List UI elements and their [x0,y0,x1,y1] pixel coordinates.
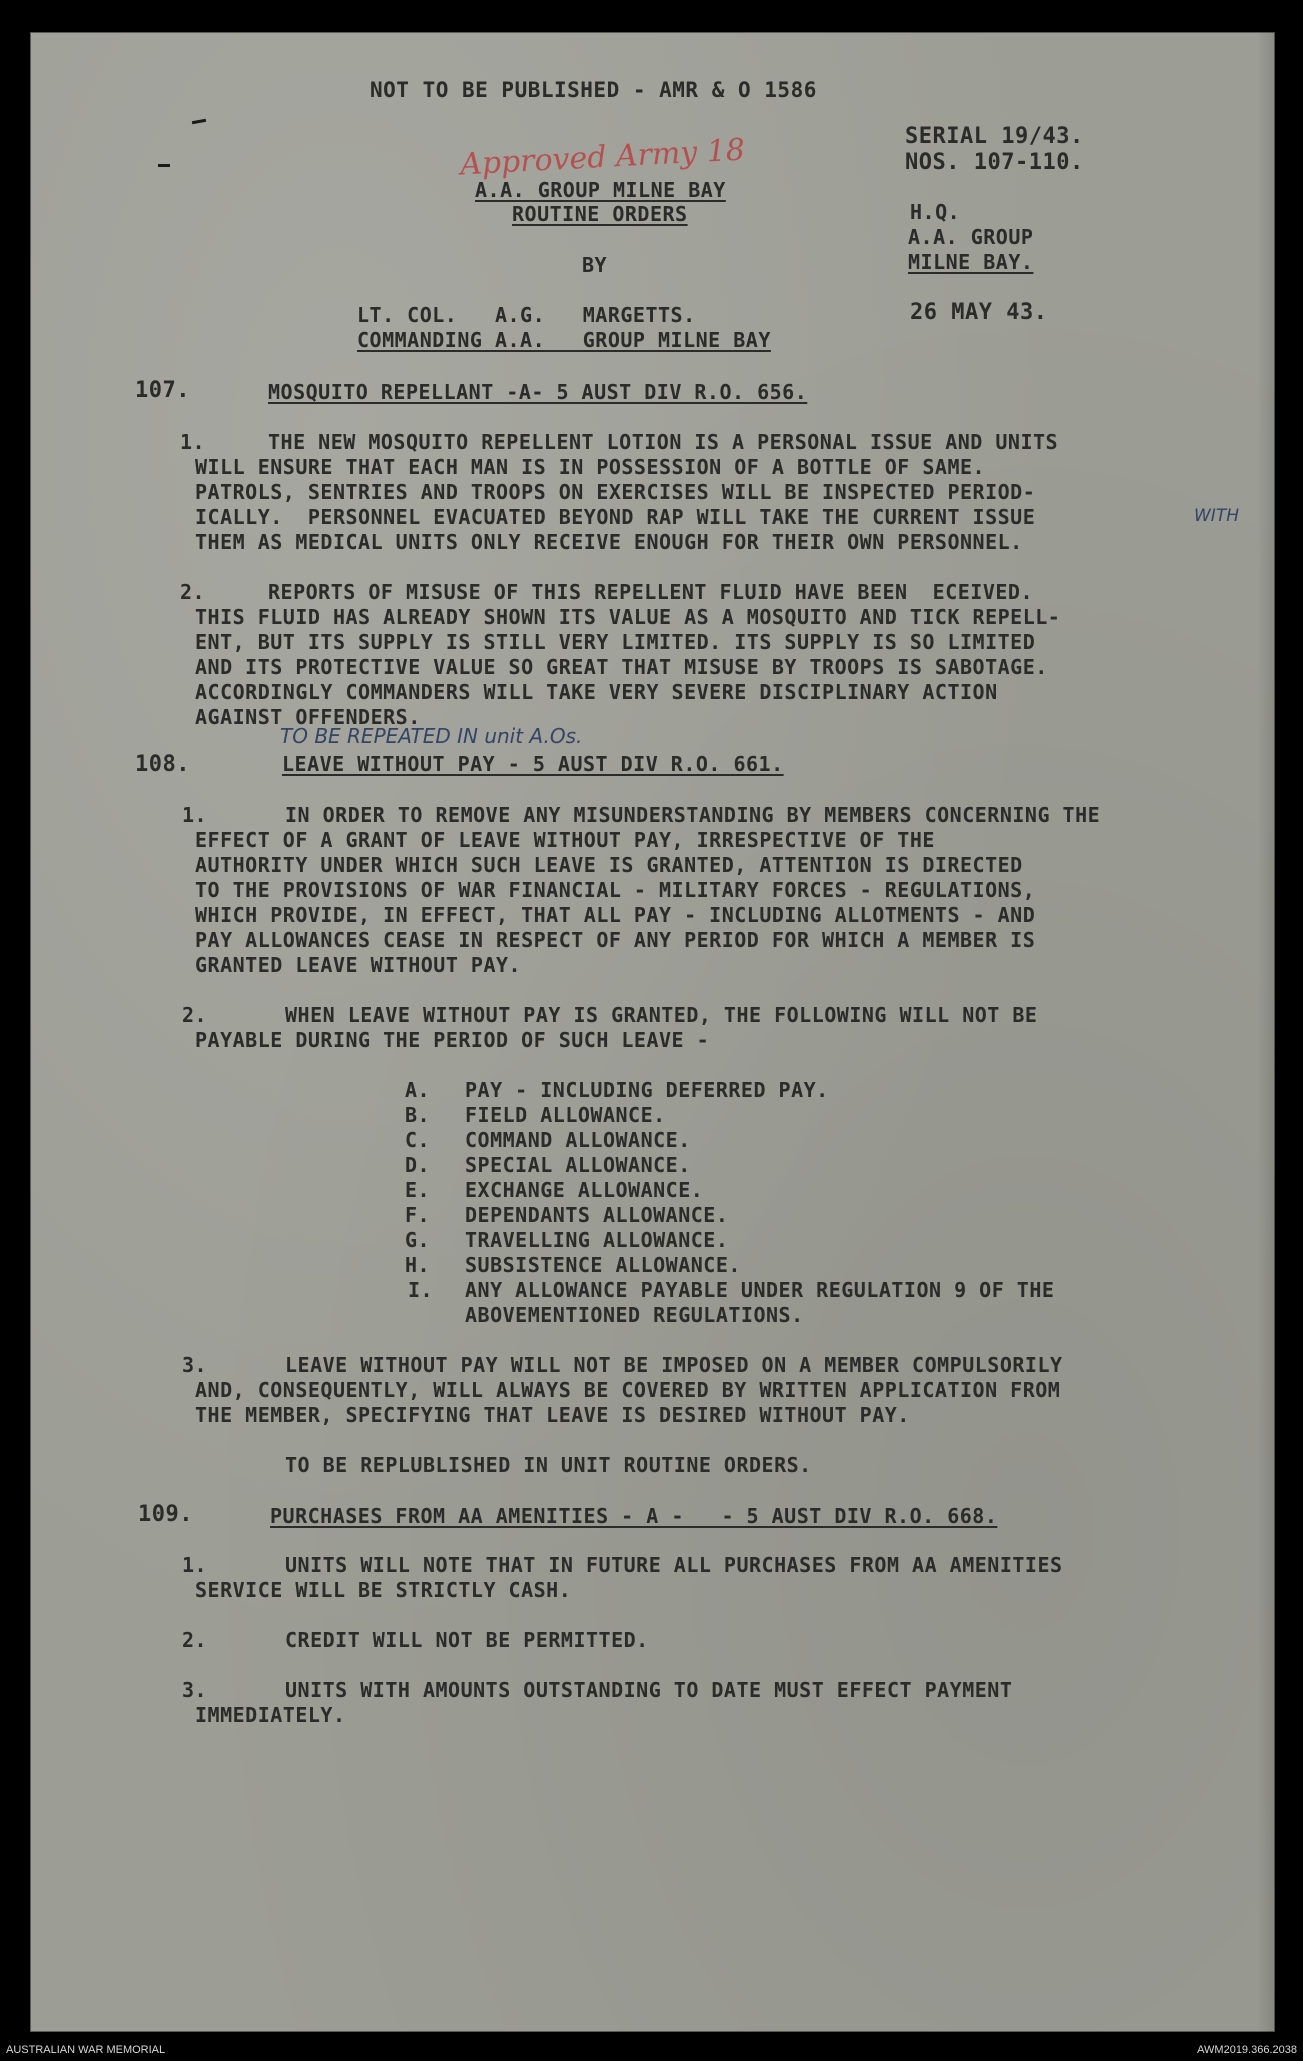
text-line: WILL ENSURE THAT EACH MAN IS IN POSSESSION OF A BOTTLE OF SAME. [195,455,986,479]
text-line: REPORTS OF MISUSE OF THIS REPELLENT FLUID HAVE BEEN ECEIVED. [268,580,1034,604]
order-heading: PURCHASES FROM AA AMENITIES - A - - 5 AUST DIV R.O. 668. [270,1504,998,1528]
commander-title: COMMANDING A.A. GROUP MILNE BAY [357,328,771,352]
paragraph-number: 2. [182,1003,208,1027]
text-line: WHEN LEAVE WITHOUT PAY IS GRANTED, THE FOLLOWING WILL NOT BE [285,1003,1038,1027]
list-letter: F. [405,1203,431,1227]
text-line: THE NEW MOSQUITO REPELLENT LOTION IS A PERSONAL ISSUE AND UNITS [268,430,1059,454]
text-line: THE MEMBER, SPECIFYING THAT LEAVE IS DESIRED WITHOUT PAY. [195,1403,910,1427]
list-letter: G. [405,1228,431,1252]
list-item: TRAVELLING ALLOWANCE. [465,1228,729,1252]
paragraph-number: 1. [182,1553,208,1577]
commander-name: LT. COL. A.G. MARGETTS. [357,303,696,327]
serial-number: SERIAL 19/43. [905,124,1084,149]
handwritten-stamp: Approved Army 18 [459,132,746,183]
list-letter: H. [405,1253,431,1277]
restriction-line: NOT TO BE PUBLISHED - AMR & O 1586 [370,78,817,102]
order-number: 107. [135,378,190,403]
text-line: AND, CONSEQUENTLY, WILL ALWAYS BE COVERED BY WRITTEN APPLICATION FROM [195,1378,1061,1402]
order-heading: LEAVE WITHOUT PAY - 5 AUST DIV R.O. 661. [282,752,784,776]
handwritten-note: TO BE REPEATED IN unit A.Os. [280,724,583,748]
order-number: 108. [135,752,190,777]
text-line: IMMEDIATELY. [195,1703,346,1727]
text-line: EFFECT OF A GRANT OF LEAVE WITHOUT PAY, IRRESPECTIVE OF THE [195,828,935,852]
order-heading: MOSQUITO REPELLANT -A- 5 AUST DIV R.O. 656. [268,380,808,404]
text-line: ENT, BUT ITS SUPPLY IS STILL VERY LIMITED. ITS SUPPLY IS SO LIMITED [195,630,1036,654]
text-line: CREDIT WILL NOT BE PERMITTED. [285,1628,649,1652]
ink-mark [158,164,170,167]
order-numbers: NOS. 107-110. [905,150,1084,175]
text-line: WHICH PROVIDE, IN EFFECT, THAT ALL PAY - INCLUDING ALLOTMENTS - AND [195,903,1036,927]
list-item: SPECIAL ALLOWANCE. [465,1153,691,1177]
list-item: FIELD ALLOWANCE. [465,1103,666,1127]
title-line: ROUTINE ORDERS [512,202,688,226]
list-letter: D. [405,1153,431,1177]
text-line: AND ITS PROTECTIVE VALUE SO GREAT THAT MISUSE BY TROOPS IS SABOTAGE. [195,655,1048,679]
document-date: 26 MAY 43. [910,300,1048,325]
list-letter: C. [405,1128,431,1152]
list-letter: A. [405,1078,431,1102]
text-line: UNITS WILL NOTE THAT IN FUTURE ALL PURCHASES FROM AA AMENITIES [285,1553,1063,1577]
text-line: THEM AS MEDICAL UNITS ONLY RECEIVE ENOUGH FOR THEIR OWN PERSONNEL. [195,530,1023,554]
list-item: PAY - INCLUDING DEFERRED PAY. [465,1078,829,1102]
text-line: LEAVE WITHOUT PAY WILL NOT BE IMPOSED ON A MEMBER COMPULSORILY [285,1353,1063,1377]
list-item: ABOVEMENTIONED REGULATIONS. [465,1303,804,1327]
list-item: ANY ALLOWANCE PAYABLE UNDER REGULATION 9 OF THE [465,1278,1055,1302]
text-line: PAYABLE DURING THE PERIOD OF SUCH LEAVE - [195,1028,710,1052]
paragraph-number: 2. [180,580,206,604]
text-line: AUTHORITY UNDER WHICH SUCH LEAVE IS GRANTED, ATTENTION IS DIRECTED [195,853,1023,877]
text-line: AGAINST OFFENDERS. [195,705,421,729]
list-letter: B. [405,1103,431,1127]
paragraph-number: 3. [182,1678,208,1702]
paragraph-number: 3. [182,1353,208,1377]
text-line: TO THE PROVISIONS OF WAR FINANCIAL - MILITARY FORCES - REGULATIONS, [195,878,1036,902]
text-line: PATROLS, SENTRIES AND TROOPS ON EXERCISES WILL BE INSPECTED PERIOD- [195,480,1036,504]
text-line: ACCORDINGLY COMMANDERS WILL TAKE VERY SEVERE DISCIPLINARY ACTION [195,680,998,704]
handwritten-insert: WITH [1194,506,1239,526]
list-letter: I. [408,1278,434,1302]
list-item: COMMAND ALLOWANCE. [465,1128,691,1152]
text-line: ICALLY. PERSONNEL EVACUATED BEYOND RAP WILL TAKE THE CURRENT ISSUE [195,505,1036,529]
archive-id: AWM2019.366.2038 [1197,2044,1297,2056]
text-line: SERVICE WILL BE STRICTLY CASH. [195,1578,572,1602]
paragraph-number: 1. [182,803,208,827]
paragraph-number: 2. [182,1628,208,1652]
text-line: THIS FLUID HAS ALREADY SHOWN ITS VALUE AS A MOSQUITO AND TICK REPELL- [195,605,1061,629]
text-line: UNITS WITH AMOUNTS OUTSTANDING TO DATE MUST EFFECT PAYMENT [285,1678,1013,1702]
text-line: IN ORDER TO REMOVE ANY MISUNDERSTANDING BY MEMBERS CONCERNING THE [285,803,1101,827]
hq-line: A.A. GROUP [908,225,1034,249]
paragraph-number: 1. [180,430,206,454]
hq-line: H.Q. [910,200,961,224]
list-item: EXCHANGE ALLOWANCE. [465,1178,704,1202]
list-item: SUBSISTENCE ALLOWANCE. [465,1253,741,1277]
archive-credit: AUSTRALIAN WAR MEMORIAL [6,2044,166,2056]
hq-line: MILNE BAY. [908,250,1034,274]
list-letter: E. [405,1178,431,1202]
closing-instruction: TO BE REPLUBLISHED IN UNIT ROUTINE ORDERS. [285,1453,812,1477]
page-fold-shadow [1257,32,1275,2032]
order-number: 109. [138,1502,193,1527]
text-line: PAY ALLOWANCES CEASE IN RESPECT OF ANY PERIOD FOR WHICH A MEMBER IS [195,928,1036,952]
by-line: BY [582,253,608,277]
title-line: A.A. GROUP MILNE BAY [475,178,726,202]
text-line: GRANTED LEAVE WITHOUT PAY. [195,953,522,977]
list-item: DEPENDANTS ALLOWANCE. [465,1203,729,1227]
